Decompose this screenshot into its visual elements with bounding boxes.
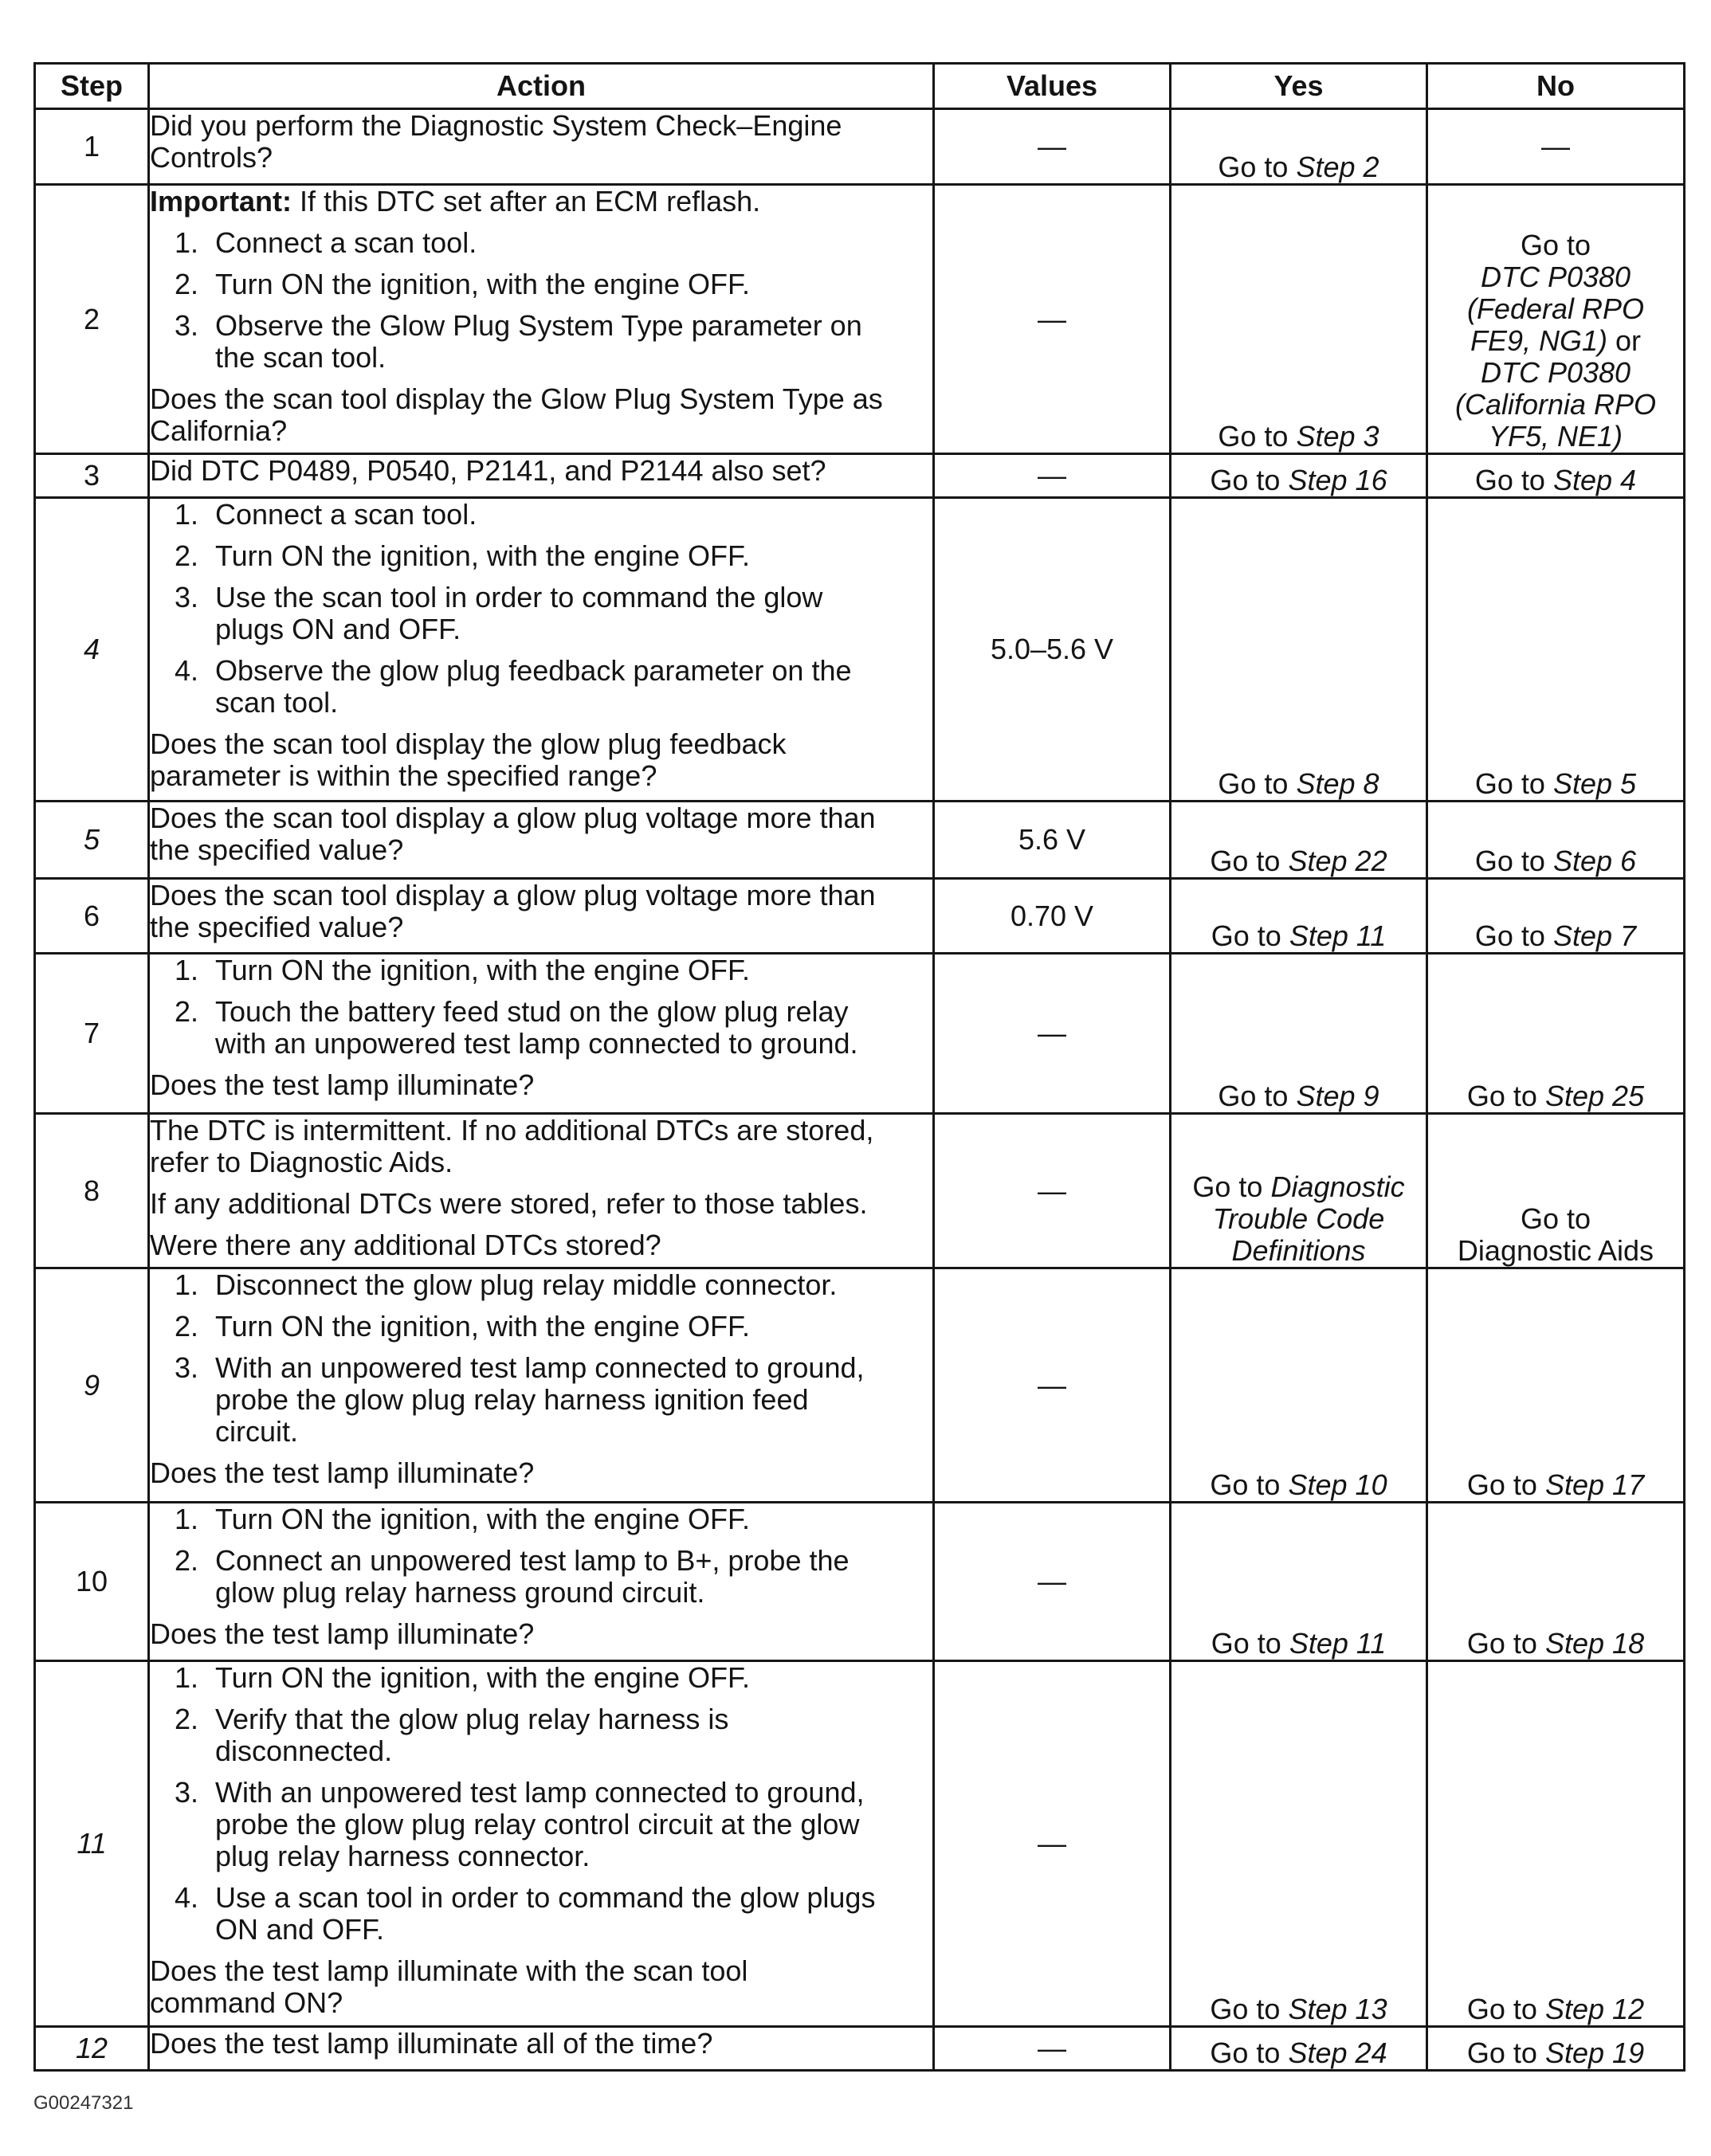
or-text: or xyxy=(1615,324,1642,357)
action-cell xyxy=(149,2027,934,2071)
action-step-number: 1. xyxy=(175,954,199,986)
action-question: Does the test lamp illuminate? xyxy=(150,1456,535,1489)
table-row xyxy=(35,2027,1685,2071)
action-step-item xyxy=(150,1503,932,1535)
go-to-text: Go to xyxy=(1211,1627,1281,1660)
action-step-number: 3. xyxy=(175,1776,199,1809)
dtc-reference-california: DTC P0380 (California RPO YF5, NE1) xyxy=(1454,356,1657,453)
header-values: Values xyxy=(934,64,1171,109)
step-reference: Step 25 xyxy=(1544,1080,1645,1112)
dtc-reference-california-line xyxy=(1428,357,1683,453)
yes-cell xyxy=(1171,802,1427,879)
action-step-item xyxy=(150,1311,932,1343)
header-yes: Yes xyxy=(1171,64,1427,109)
action-question: Does the test lamp illuminate all of the time? xyxy=(150,2027,713,2060)
step-number: 10 xyxy=(35,1503,149,1661)
step-number: 5 xyxy=(35,802,149,879)
diagnostic-table xyxy=(33,62,1685,2072)
action-step-text: Connect a scan tool. xyxy=(215,498,477,531)
table-row xyxy=(35,185,1685,454)
no-cell xyxy=(1427,2027,1685,2071)
table-row xyxy=(35,1114,1685,1268)
no-cell xyxy=(1427,454,1685,498)
no-cell: — xyxy=(1427,109,1685,185)
go-to-text: Go to xyxy=(1466,1468,1537,1501)
step-reference: Step 2 xyxy=(1296,151,1379,183)
no-cell xyxy=(1427,1268,1685,1503)
yes-cell xyxy=(1171,1661,1427,2027)
step-number: 7 xyxy=(35,954,149,1114)
yes-cell xyxy=(1171,1503,1427,1661)
step-reference: Step 11 xyxy=(1289,1627,1387,1660)
go-to-text: Go to xyxy=(1211,919,1281,952)
header-action: Action xyxy=(149,64,934,109)
action-step-number: 2. xyxy=(175,268,199,300)
yes-cell xyxy=(1171,2027,1427,2071)
action-cell xyxy=(149,954,934,1114)
table-row xyxy=(35,1503,1685,1661)
no-cell xyxy=(1427,802,1685,879)
table-row xyxy=(35,454,1685,498)
action-step-item xyxy=(150,1882,932,1946)
step-reference: Step 4 xyxy=(1552,464,1637,496)
header-step: Step xyxy=(35,64,149,109)
value-cell: — xyxy=(934,109,1171,185)
table-row xyxy=(35,1268,1685,1503)
action-step-number: 2. xyxy=(175,1310,199,1343)
no-cell xyxy=(1427,879,1685,954)
value-cell: — xyxy=(934,1268,1171,1503)
action-step-item xyxy=(150,1269,932,1301)
action-step-number: 1. xyxy=(175,1503,199,1535)
action-step-item xyxy=(150,996,932,1060)
step-number: 11 xyxy=(35,1661,149,2027)
step-number: 2 xyxy=(35,185,149,454)
step-reference: Step 13 xyxy=(1288,1993,1387,2025)
go-to-text: Go to xyxy=(1474,919,1545,952)
yes-cell xyxy=(1171,1114,1427,1268)
action-step-text: Observe the Glow Plug System Type parameter on the scan tool. xyxy=(215,309,862,374)
step-reference: Step 3 xyxy=(1296,420,1379,453)
step-reference: Step 7 xyxy=(1552,919,1637,952)
table-row xyxy=(35,109,1685,185)
action-cell xyxy=(149,454,934,498)
go-to-text: Go to xyxy=(1466,1627,1537,1660)
value-cell: — xyxy=(934,2027,1171,2071)
action-cell xyxy=(149,498,934,802)
yes-cell xyxy=(1171,879,1427,954)
step-reference: Step 12 xyxy=(1544,1993,1645,2025)
definitions-reference: Diagnostic Trouble Code Definitions xyxy=(1212,1170,1405,1267)
step-reference: Step 11 xyxy=(1289,919,1387,952)
action-step-number: 3. xyxy=(175,309,199,342)
step-reference: Step 9 xyxy=(1296,1080,1379,1112)
no-cell xyxy=(1427,1503,1685,1661)
go-to-text: Go to xyxy=(1192,1170,1263,1203)
table-row xyxy=(35,498,1685,802)
action-step-item xyxy=(150,310,932,374)
action-question: Did you perform the Diagnostic System Check–Engine Controls? xyxy=(150,109,842,174)
dtc-reference-federal-line xyxy=(1428,261,1683,357)
value-cell: — xyxy=(934,954,1171,1114)
action-cell xyxy=(149,1114,934,1268)
yes-cell xyxy=(1171,109,1427,185)
action-paragraph: If any additional DTCs were stored, refer to those tables. xyxy=(150,1187,868,1220)
action-step-number: 1. xyxy=(175,498,199,531)
step-reference: Step 22 xyxy=(1288,845,1387,877)
important-note xyxy=(150,186,932,218)
header-row xyxy=(35,64,1685,109)
go-to-text: Go to xyxy=(1466,1993,1537,2025)
action-step-text: Connect a scan tool. xyxy=(215,226,477,259)
action-step-number: 1. xyxy=(175,1661,199,1694)
action-cell xyxy=(149,1661,934,2027)
yes-cell xyxy=(1171,954,1427,1114)
action-step-text: Disconnect the glow plug relay middle connector. xyxy=(215,1268,838,1301)
go-to-text: Go to xyxy=(1466,2036,1537,2069)
step-number: 3 xyxy=(35,454,149,498)
action-step-item xyxy=(150,582,932,645)
value-cell: 5.0–5.6 V xyxy=(934,498,1171,802)
go-to-text: Go to xyxy=(1210,2036,1281,2069)
step-reference: Step 17 xyxy=(1544,1468,1645,1501)
step-reference: Step 16 xyxy=(1288,464,1387,496)
action-step-item xyxy=(150,655,932,719)
yes-cell xyxy=(1171,1268,1427,1503)
action-step-text: With an unpowered test lamp connected to ground, probe the glow plug relay control circuit at the glow plug relay harness connector. xyxy=(215,1776,865,1872)
action-cell xyxy=(149,1268,934,1503)
action-step-text: Use the scan tool in order to command the glow plugs ON and OFF. xyxy=(215,581,823,645)
action-question: Were there any additional DTCs stored? xyxy=(150,1229,661,1261)
step-reference: Step 8 xyxy=(1296,767,1379,800)
value-cell: — xyxy=(934,1661,1171,2027)
step-number: 8 xyxy=(35,1114,149,1268)
action-step-text: Turn ON the ignition, with the engine OFF. xyxy=(215,1503,750,1535)
go-to-text: Go to xyxy=(1210,1993,1281,2025)
value-cell: — xyxy=(934,1503,1171,1661)
go-to-text: Go to xyxy=(1474,767,1545,800)
action-question: Does the scan tool display a glow plug voltage more than the specified value? xyxy=(150,879,876,943)
figure-id: G00247321 xyxy=(33,2092,134,2114)
action-step-item xyxy=(150,1703,932,1767)
no-cell xyxy=(1427,954,1685,1114)
action-cell xyxy=(149,109,934,185)
step-number: 12 xyxy=(35,2027,149,2071)
action-step-text: With an unpowered test lamp connected to ground, probe the glow plug relay harness ignition feed circuit. xyxy=(215,1351,865,1448)
action-step-number: 2. xyxy=(175,1544,199,1577)
action-step-item xyxy=(150,540,932,572)
step-number: 4 xyxy=(35,498,149,802)
table-row xyxy=(35,802,1685,879)
action-question: Does the scan tool display a glow plug voltage more than the specified value? xyxy=(150,802,876,866)
value-cell: 0.70 V xyxy=(934,879,1171,954)
action-question: Does the test lamp illuminate with the scan tool command ON? xyxy=(150,1954,748,2019)
go-to-text: Go to xyxy=(1210,1468,1281,1501)
diagnostic-aids-reference: Diagnostic Aids xyxy=(1457,1234,1654,1267)
go-to-text: Go to xyxy=(1466,1080,1537,1112)
action-cell xyxy=(149,185,934,454)
action-step-text: Use a scan tool in order to command the glow plugs ON and OFF. xyxy=(215,1881,876,1946)
step-number: 6 xyxy=(35,879,149,954)
go-to-text: Go to xyxy=(1520,229,1591,261)
action-step-item xyxy=(150,269,932,300)
action-step-number: 1. xyxy=(175,1268,199,1301)
step-reference: Step 18 xyxy=(1544,1627,1645,1660)
header-no: No xyxy=(1427,64,1685,109)
step-reference: Step 19 xyxy=(1544,2036,1645,2069)
action-cell xyxy=(149,879,934,954)
action-step-number: 4. xyxy=(175,1881,199,1914)
action-step-item xyxy=(150,227,932,259)
step-reference: Step 10 xyxy=(1288,1468,1387,1501)
action-question: Does the scan tool display the glow plug feedback parameter is within the specified range? xyxy=(150,727,787,792)
action-step-number: 4. xyxy=(175,654,199,687)
go-to-text: Go to xyxy=(1210,464,1281,496)
no-cell xyxy=(1427,498,1685,802)
go-to-text: Go to xyxy=(1218,1080,1289,1112)
action-step-text: Connect an unpowered test lamp to B+, probe the glow plug relay harness ground circuit. xyxy=(215,1544,850,1609)
go-to-text: Go to xyxy=(1218,420,1289,453)
action-step-item xyxy=(150,955,932,986)
no-cell xyxy=(1427,1661,1685,2027)
action-question: Does the scan tool display the Glow Plug System Type as California? xyxy=(150,382,883,447)
action-step-text: Turn ON the ignition, with the engine OFF. xyxy=(215,1310,750,1343)
table-row xyxy=(35,879,1685,954)
go-to-text: Go to xyxy=(1474,464,1545,496)
dtc-reference-federal: DTC P0380 (Federal RPO FE9, NG1) xyxy=(1466,261,1645,357)
important-label: Important: xyxy=(150,185,292,218)
value-cell: 5.6 V xyxy=(934,802,1171,879)
yes-cell xyxy=(1171,498,1427,802)
action-step-item xyxy=(150,1662,932,1694)
action-step-number: 1. xyxy=(175,226,199,259)
go-to-text: Go to xyxy=(1210,845,1281,877)
no-cell xyxy=(1427,185,1685,454)
action-step-text: Observe the glow plug feedback parameter on the scan tool. xyxy=(215,654,852,719)
action-cell xyxy=(149,1503,934,1661)
go-to-text: Go to xyxy=(1474,845,1545,877)
important-text: If this DTC set after an ECM reflash. xyxy=(300,185,761,218)
action-step-item xyxy=(150,1352,932,1448)
value-cell: — xyxy=(934,454,1171,498)
table-row xyxy=(35,1661,1685,2027)
step-number: 1 xyxy=(35,109,149,185)
step-number: 9 xyxy=(35,1268,149,1503)
step-reference: Step 5 xyxy=(1552,767,1637,800)
value-cell: — xyxy=(934,185,1171,454)
action-step-number: 2. xyxy=(175,539,199,572)
table-row xyxy=(35,954,1685,1114)
action-step-number: 3. xyxy=(175,1351,199,1384)
value-cell: — xyxy=(934,1114,1171,1268)
action-step-item xyxy=(150,1777,932,1872)
action-question: Did DTC P0489, P0540, P2141, and P2144 also set? xyxy=(150,454,826,487)
action-step-number: 3. xyxy=(175,581,199,613)
step-reference: Step 24 xyxy=(1288,2036,1387,2069)
action-step-item xyxy=(150,1545,932,1609)
yes-cell xyxy=(1171,454,1427,498)
action-step-text: Turn ON the ignition, with the engine OFF. xyxy=(215,268,750,300)
action-step-text: Turn ON the ignition, with the engine OFF. xyxy=(215,954,750,986)
action-step-text: Touch the battery feed stud on the glow plug relay with an unpowered test lamp connected to ground. xyxy=(215,995,858,1060)
action-step-number: 2. xyxy=(175,995,199,1028)
action-question: Does the test lamp illuminate? xyxy=(150,1068,535,1101)
no-cell xyxy=(1427,1114,1685,1268)
action-question: Does the test lamp illuminate? xyxy=(150,1617,535,1650)
step-reference: Step 6 xyxy=(1552,845,1637,877)
action-cell xyxy=(149,802,934,879)
action-step-text: Turn ON the ignition, with the engine OFF. xyxy=(215,539,750,572)
action-paragraph: The DTC is intermittent. If no additional DTCs are stored, refer to Diagnostic Aids. xyxy=(150,1114,874,1178)
action-step-text: Verify that the glow plug relay harness is disconnected. xyxy=(215,1703,729,1767)
yes-cell xyxy=(1171,185,1427,454)
go-to-text: Go to xyxy=(1520,1202,1591,1235)
action-step-number: 2. xyxy=(175,1703,199,1735)
go-to-text: Go to xyxy=(1218,151,1289,183)
action-step-item xyxy=(150,499,932,531)
action-step-text: Turn ON the ignition, with the engine OFF. xyxy=(215,1661,750,1694)
go-to-text: Go to xyxy=(1218,767,1289,800)
